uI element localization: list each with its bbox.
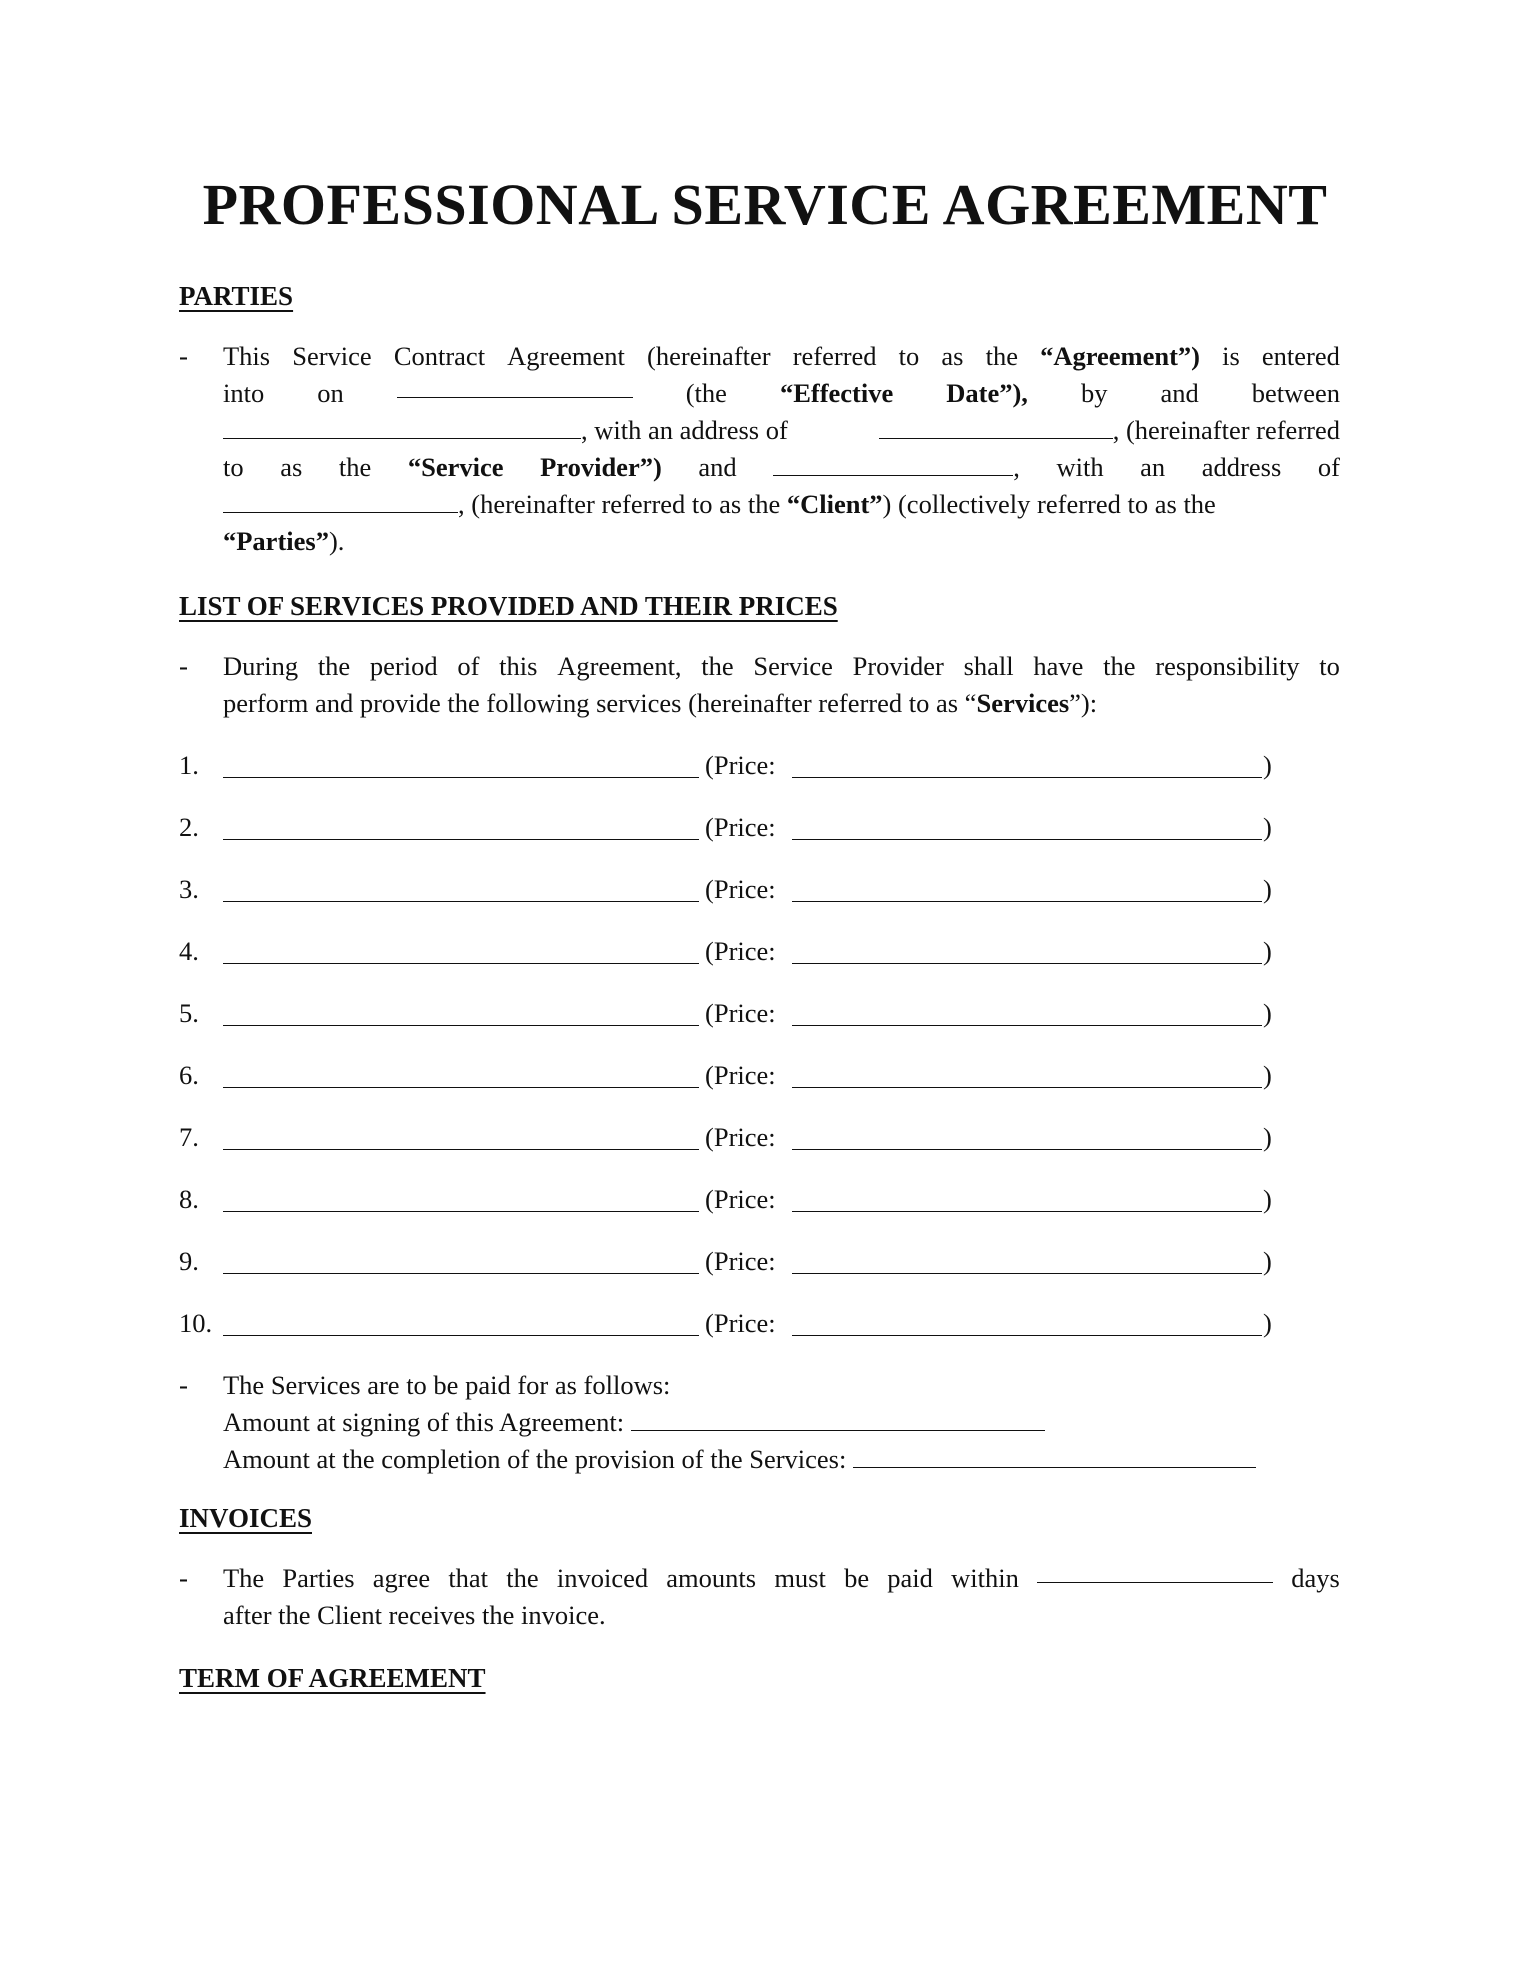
service-price-blank[interactable]	[792, 1065, 1262, 1088]
service-number: 2.	[179, 812, 199, 842]
service-number: 8.	[179, 1184, 199, 1214]
service-description-blank[interactable]	[223, 1003, 699, 1026]
section-heading-invoices: INVOICES	[179, 1503, 312, 1533]
service-number: 6.	[179, 1060, 199, 1090]
close-paren: )	[1263, 998, 1272, 1028]
price-label: (Price:	[705, 812, 776, 842]
bullet-dash: -	[179, 341, 188, 371]
service-price-blank[interactable]	[792, 817, 1262, 840]
close-paren: )	[1263, 1308, 1272, 1338]
invoices-line-2: after the Client receives the invoice.	[223, 1600, 606, 1630]
payment-days-blank[interactable]	[1037, 1560, 1273, 1583]
bullet-dash: -	[179, 651, 188, 681]
service-price-blank[interactable]	[792, 1251, 1262, 1274]
service-description-blank[interactable]	[223, 941, 699, 964]
service-row	[179, 1117, 1289, 1157]
payment-intro: The Services are to be paid for as follows:	[223, 1370, 671, 1400]
parties-line-3: , with an address of , (hereinafter referred	[223, 412, 1340, 449]
service-number: 9.	[179, 1246, 199, 1276]
client-name-blank[interactable]	[773, 453, 1013, 476]
service-row	[179, 1241, 1289, 1281]
payment-signing-line: Amount at signing of this Agreement:	[223, 1404, 1340, 1441]
service-price-blank[interactable]	[792, 755, 1262, 778]
close-paren: )	[1263, 936, 1272, 966]
service-row	[179, 869, 1289, 909]
parties-line-2: into on (the “Effective Date”), by and between	[223, 375, 1340, 412]
price-label: (Price:	[705, 750, 776, 780]
document-title: PROFESSIONAL SERVICE AGREEMENT	[202, 172, 1328, 237]
service-number: 1.	[179, 750, 199, 780]
price-label: (Price:	[705, 1060, 776, 1090]
service-description-blank[interactable]	[223, 879, 699, 902]
service-description-blank[interactable]	[223, 1251, 699, 1274]
service-price-blank[interactable]	[792, 941, 1262, 964]
section-heading-services: LIST OF SERVICES PROVIDED AND THEIR PRICES	[179, 591, 838, 621]
bullet-dash: -	[179, 1563, 188, 1593]
service-provider-name-blank[interactable]	[223, 416, 581, 439]
price-label: (Price:	[705, 1122, 776, 1152]
price-label: (Price:	[705, 1184, 776, 1214]
service-description-blank[interactable]	[223, 755, 699, 778]
invoices-paragraph	[223, 1560, 1340, 1634]
service-description-blank[interactable]	[223, 1065, 699, 1088]
service-number: 7.	[179, 1122, 199, 1152]
service-row	[179, 931, 1289, 971]
close-paren: )	[1263, 750, 1272, 780]
amount-at-signing-blank[interactable]	[631, 1408, 1045, 1431]
parties-line-6: “Parties”).	[223, 526, 345, 556]
service-description-blank[interactable]	[223, 817, 699, 840]
price-label: (Price:	[705, 1308, 776, 1338]
close-paren: )	[1263, 1060, 1272, 1090]
service-row	[179, 745, 1289, 785]
service-price-blank[interactable]	[792, 1127, 1262, 1150]
service-price-blank[interactable]	[792, 1003, 1262, 1026]
bullet-dash: -	[179, 1370, 188, 1400]
price-label: (Price:	[705, 874, 776, 904]
section-heading-parties: PARTIES	[179, 281, 294, 311]
services-intro-line-2: perform and provide the following services (hereinafter referred to as “Services”):	[223, 688, 1098, 718]
service-price-blank[interactable]	[792, 879, 1262, 902]
client-address-blank[interactable]	[223, 490, 458, 513]
amount-at-completion-blank[interactable]	[853, 1445, 1256, 1468]
services-intro-line-1: During the period of this Agreement, the Service Provider shall have the responsibility to	[223, 651, 1340, 681]
service-description-blank[interactable]	[223, 1313, 699, 1336]
service-row	[179, 807, 1289, 847]
service-number: 5.	[179, 998, 199, 1028]
service-row	[179, 1303, 1289, 1343]
service-row	[179, 1055, 1289, 1095]
close-paren: )	[1263, 1122, 1272, 1152]
service-number: 3.	[179, 874, 199, 904]
price-label: (Price:	[705, 998, 776, 1028]
service-price-blank[interactable]	[792, 1189, 1262, 1212]
service-provider-address-blank[interactable]	[879, 416, 1113, 439]
services-intro	[223, 648, 1340, 722]
close-paren: )	[1263, 1184, 1272, 1214]
close-paren: )	[1263, 1246, 1272, 1276]
service-description-blank[interactable]	[223, 1127, 699, 1150]
service-description-blank[interactable]	[223, 1189, 699, 1212]
close-paren: )	[1263, 874, 1272, 904]
invoices-line-1: The Parties agree that the invoiced amounts must be paid within days	[223, 1560, 1340, 1597]
service-number: 10.	[179, 1308, 213, 1338]
payment-completion-line: Amount at the completion of the provision of the Services:	[223, 1441, 1340, 1478]
price-label: (Price:	[705, 1246, 776, 1276]
service-row	[179, 993, 1289, 1033]
parties-line-4: to as the “Service Provider”) and , with an address of	[223, 452, 1340, 482]
service-number: 4.	[179, 936, 199, 966]
price-label: (Price:	[705, 936, 776, 966]
service-row	[179, 1179, 1289, 1219]
payment-terms	[223, 1367, 1340, 1478]
parties-paragraph	[223, 338, 1340, 560]
parties-line-5: , (hereinafter referred to as the “Client”) (collectively referred to as the	[223, 486, 1340, 523]
service-price-blank[interactable]	[792, 1313, 1262, 1336]
parties-line-1: This Service Contract Agreement (hereinafter referred to as the “Agreement”) is entered	[223, 341, 1340, 371]
close-paren: )	[1263, 812, 1272, 842]
effective-date-blank[interactable]	[397, 375, 633, 398]
section-heading-term: TERM OF AGREEMENT	[179, 1663, 486, 1693]
